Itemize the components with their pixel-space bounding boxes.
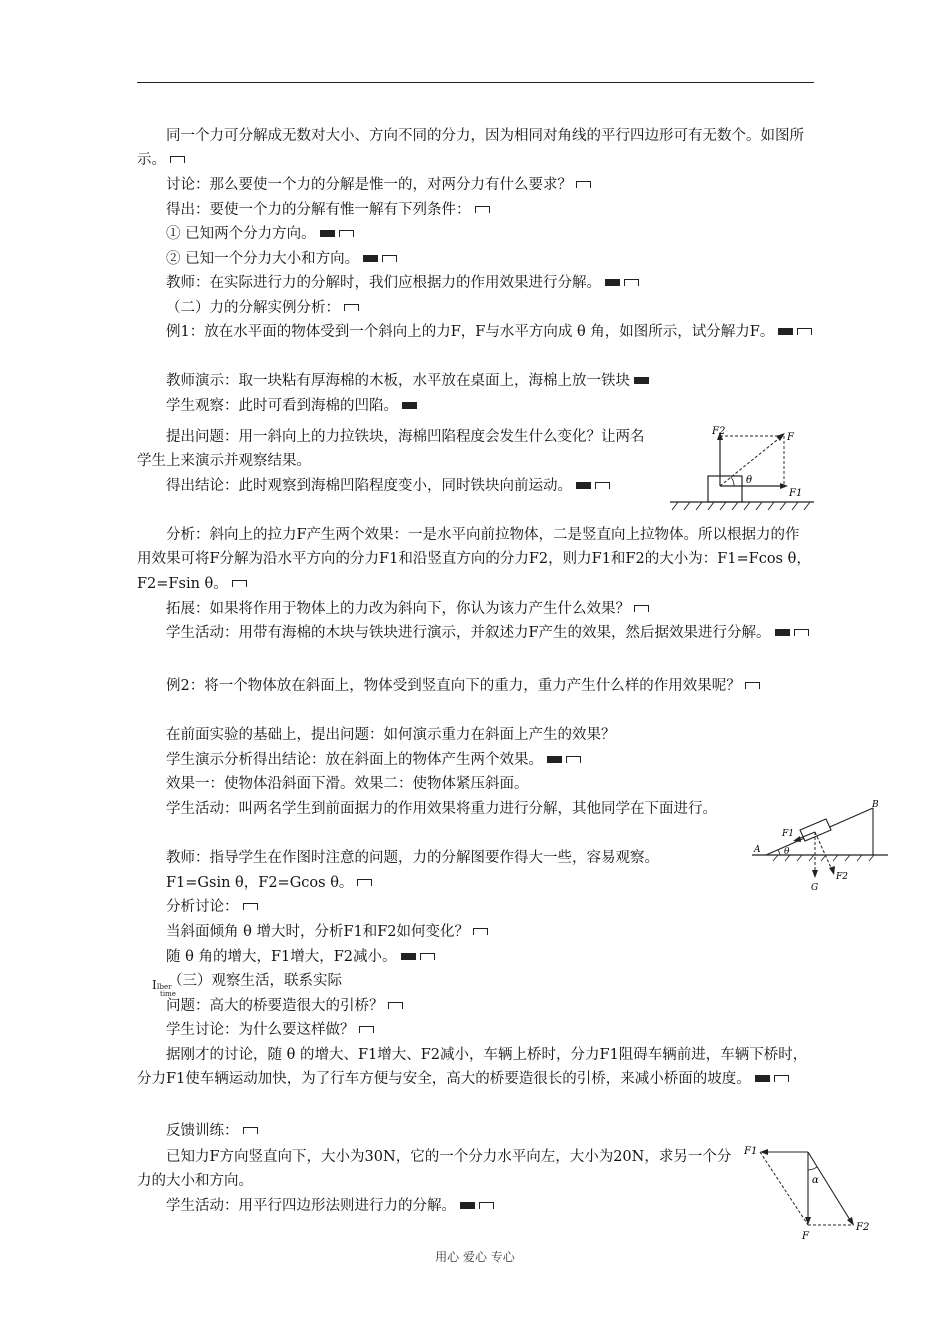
paragraph-30: 反馈训练：	[137, 1119, 814, 1143]
paragraph-27: 问题：高大的桥要造很大的引桥？	[137, 994, 814, 1018]
label-incline-f2: F2	[836, 872, 848, 882]
paragraph-15: 学生活动：用带有海棉的木块与铁块进行演示，并叙述力F产生的效果，然后据效果进行分解。	[137, 621, 814, 645]
paragraph-22: F1=Gsin θ，F2=Gcos θ。	[137, 871, 814, 895]
paragraph-31: 已知力F方向竖直向下，大小为30N，它的一个分力水平向左，大小为20N，求另一个分力的大小和方向。	[137, 1149, 732, 1190]
paragraph-24: 当斜面倾角 θ 增大时，分析F1和F2如何变化？	[137, 920, 814, 944]
paragraph-11: 提出问题：用一斜向上的力拉铁块，海棉凹陷程度会发生什么变化？让两名学生上来演示并观察结果。	[137, 429, 645, 470]
label-dec-f2: F2	[856, 1222, 870, 1233]
paragraph-1: 同一个力可分解成无数对大小、方向不同的分力，因为相同对角线的平行四边形可有无数个。如图所示。	[137, 128, 804, 169]
label-f1: F1	[789, 488, 803, 499]
figure-pull-force	[668, 420, 818, 512]
label-b: B	[872, 800, 879, 810]
paragraph-20: 学生活动：叫两名学生到前面据力的作用效果将重力进行分解，其他同学在下面进行。	[166, 801, 717, 817]
paragraph-29: 据刚才的讨论，随 θ 的增大、F1增大、F2减小，车辆上桥时，分力F1阻碍车辆前进，车辆下桥时，分力F1使车辆运动加快，为了行车方便与安全，高大的桥要造很长的引桥，来减小桥面的坡度。	[137, 1047, 808, 1088]
paragraph-16: 例2：将一个物体放在斜面上，物体受到竖直向下的重力，重力产生什么样的作用效果呢？	[137, 674, 814, 698]
paragraph-14: 拓展：如果将作用于物体上的力改为斜向下，你认为该力产生什么效果？	[137, 597, 814, 621]
paragraph-7: （二）力的分解实例分析：	[137, 296, 814, 320]
paragraph-28: 学生讨论：为什么要这样做？	[137, 1018, 814, 1042]
paragraph-13: 分析：斜向上的拉力F产生两个效果：一是水平向前拉物体，二是竖直向上拉物体。所以根据力的作用效果可将F分解为沿水平方向的分力F1和沿竖直方向的分力F2，则力F1和F2的大小为：F1=Fcos θ，F2=Fsin θ。	[137, 527, 811, 592]
paragraph-6: 教师：在实际进行力的分解时，我们应根据力的作用效果进行分解。	[137, 271, 814, 295]
label-theta: θ	[746, 475, 753, 486]
paragraph-4: ① 已知两个分力方向。	[137, 222, 814, 246]
paragraph-10: 学生观察：此时可看到海棉的凹陷。	[137, 394, 814, 418]
label-incline-theta: θ	[784, 847, 790, 857]
paragraph-25: 随 θ 角的增大，F1增大，F2减小。	[137, 945, 814, 969]
label-dec-f: F	[802, 1231, 809, 1242]
paragraph-9: 教师演示：取一块粘有厚海棉的木板，水平放在桌面上，海棉上放一铁块	[137, 369, 814, 393]
paragraph-18: 学生演示分析得出结论：放在斜面上的物体产生两个效果。	[137, 748, 814, 772]
label-incline-f1: F1	[782, 829, 794, 839]
paragraph-23: 分析讨论：	[137, 895, 814, 919]
ibertime-mark: IIber time	[152, 978, 176, 998]
paragraph-19: 效果一：使物体沿斜面下滑。效果二：使物体紧压斜面。	[166, 776, 529, 792]
paragraph-21: 教师：指导学生在作图时注意的问题，力的分解图要作得大一些，容易观察。	[166, 850, 659, 866]
label-dec-f1: F1	[744, 1146, 758, 1157]
paragraph-8: 例1：放在水平面的物体受到一个斜向上的力F，F与水平方向成 θ 角，如图所示，试分解力F。	[137, 320, 814, 344]
page-footer: 用心 爱心 专心	[435, 1250, 515, 1264]
paragraph-32: 学生活动：用平行四边形法则进行力的分解。	[137, 1194, 814, 1218]
figure-decomposition	[738, 1138, 874, 1242]
label-f: F	[787, 432, 794, 443]
label-alpha: α	[812, 1175, 819, 1186]
paragraph-17: 在前面实验的基础上，提出问题：如何演示重力在斜面上产生的效果？	[166, 727, 616, 743]
label-g: G	[811, 883, 819, 892]
paragraph-5: ② 已知一个分力大小和方向。	[137, 247, 814, 271]
paragraph-12: 得出结论：此时观察到海棉凹陷程度变小，同时铁块向前运动。	[137, 474, 647, 498]
label-f2: F2	[712, 426, 726, 437]
header-rule	[137, 82, 814, 83]
paragraph-3: 得出：要使一个力的分解有惟一解有下列条件：	[137, 198, 814, 222]
section-3-title: （三）观察生活，联系实际	[168, 973, 342, 989]
label-a: A	[754, 845, 761, 855]
paragraph-2: 讨论：那么要使一个力的分解是惟一的，对两分力有什么要求？	[137, 173, 814, 197]
